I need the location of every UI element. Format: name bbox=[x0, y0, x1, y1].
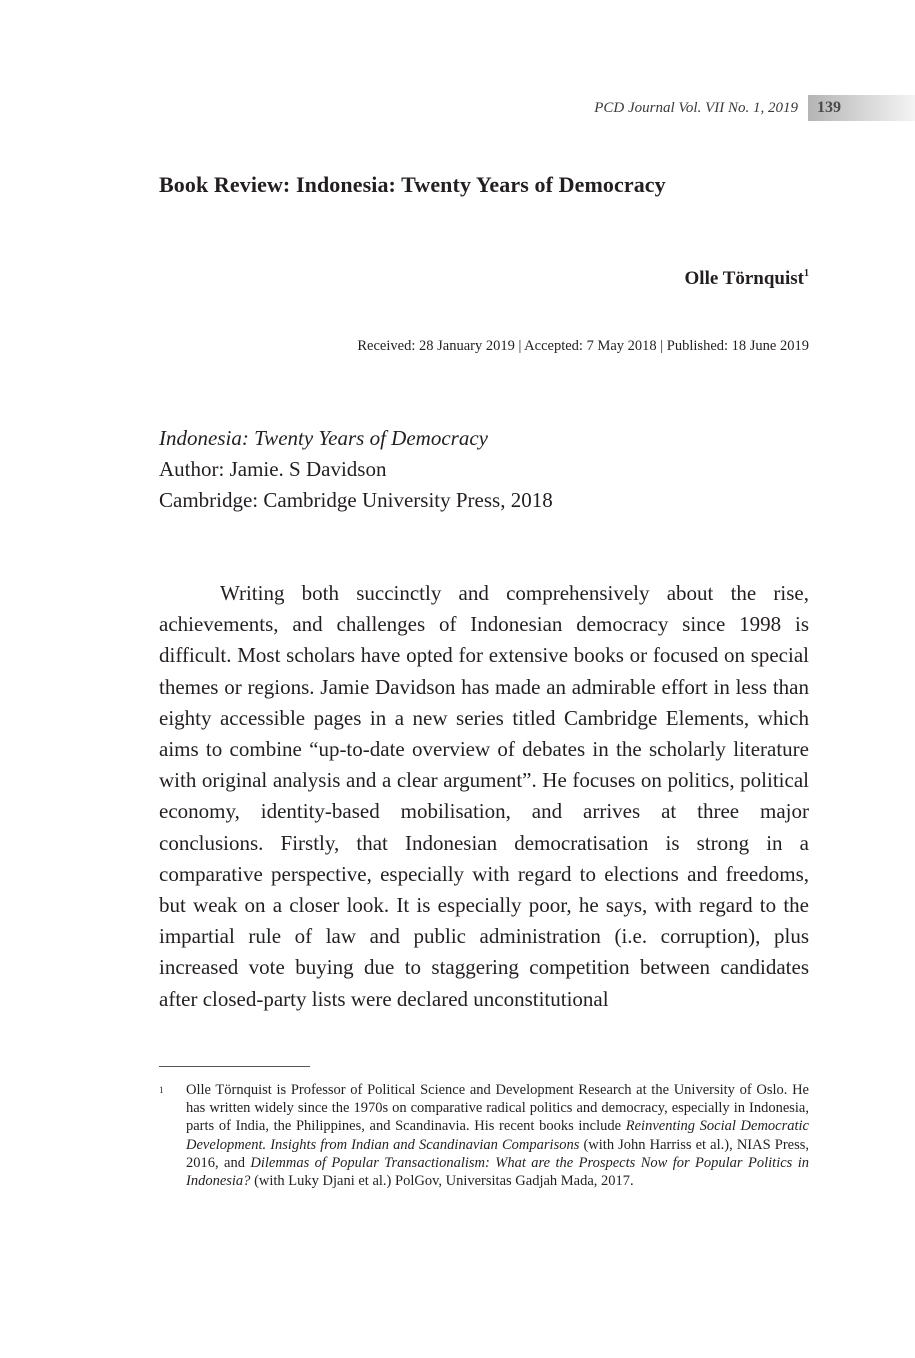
reviewed-book-author: Author: Jamie. S Davidson bbox=[159, 457, 387, 481]
page-number: 139 bbox=[808, 95, 915, 121]
footnote-divider bbox=[159, 1066, 310, 1067]
article-title: Book Review: Indonesia: Twenty Years of Democracy bbox=[159, 172, 666, 197]
article-author bbox=[685, 268, 809, 290]
reviewed-book-title: Indonesia: Twenty Years of Democracy bbox=[159, 426, 488, 450]
footnote-text bbox=[186, 1081, 809, 1190]
book-info bbox=[159, 423, 553, 516]
journal-citation: PCD Journal Vol. VII No. 1, 2019 bbox=[594, 99, 798, 116]
author-footnote-marker: 1 bbox=[804, 267, 809, 279]
author-name: Olle Törnquist bbox=[684, 268, 804, 289]
footnote bbox=[159, 1081, 809, 1190]
footnote-book-title-1: Reinventing Social Democratic Development. Insights from Indian and Scandinavian Comparisons bbox=[186, 1118, 809, 1153]
footnote-text-part3: (with Luky Djani et al.) PolGov, Universitas Gadjah Mada, 2017. bbox=[250, 1173, 634, 1190]
footnote-text-part2: (with John Harriss et al.), NIAS Press, 2016, and bbox=[186, 1136, 809, 1171]
footnote-book-title-2: Dilemmas of Popular Transactionalism: What are the Prospects Now for Popular Politics in Indonesia? bbox=[186, 1154, 809, 1190]
footnote-marker: 1 bbox=[159, 1085, 164, 1095]
body-paragraph: Writing both succinctly and comprehensively about the rise, achievements, and challenges of Indonesian democracy since 1998 is difficult. Most scholars have opted for extensive books or focused on special themes or regions. Jamie Davidson has made an admirable effort in less than eighty accessible pages in a new series titled Cambridge Elements, which aims to combine “up-to-date overview of debates in the scholarly literature with original analysis and a clear argument”. He focuses on politics, political economy, identity-based mobilisation, and arrives at three major conclusions. Firstly, that Indonesian democratisation is strong in a comparative perspective, especially with regard to elections and freedoms, but weak on a closer look. It is especially poor, he says, with regard to the impartial rule of law and public administration (i.e. corruption), plus increased vote buying due to staggering competition between candidates after closed-party lists were declared unconstitutional bbox=[159, 581, 809, 1011]
footnote-text-part1: Olle Törnquist is Professor of Political Science and Development Research at the University of Oslo. He has written widely since the 1970s on comparative radical politics and democracy, especially in Indonesia, parts of India, the Philippines, and Scandinavia. His recent books include bbox=[186, 1082, 809, 1135]
publication-dates: Received: 28 January 2019 | Accepted: 7 May 2018 | Published: 18 June 2019 bbox=[357, 338, 809, 354]
reviewed-book-publisher: Cambridge: Cambridge University Press, 2018 bbox=[159, 488, 553, 512]
running-header bbox=[594, 95, 915, 121]
